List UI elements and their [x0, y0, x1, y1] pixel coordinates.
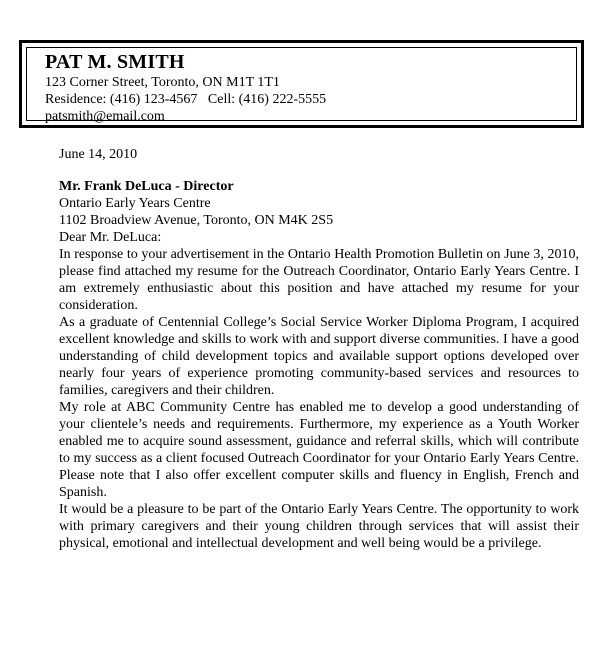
paragraph-1: In response to your advertisement in the Ontario Health Promotion Bulletin on June 3, 2010, please find attached my resume for the Outreach Coordinator, Ontario Early Years Centre. I am extremely enthusiastic about this position and have attached my resume for your consideration.	[59, 247, 579, 313]
recipient-block	[59, 178, 579, 229]
recipient-name: Mr. Frank DeLuca - Director	[59, 179, 234, 194]
sender-name: PAT M. SMITH	[45, 51, 185, 73]
letterhead-box	[19, 40, 584, 128]
sender-address: 123 Corner Street, Toronto, ON M1T 1T1	[45, 75, 280, 90]
paragraph-3: My role at ABC Community Centre has enabled me to develop a good understanding of your clientele’s needs and requirements. Furthermore, my experience as a Youth Worker enabled me to acquire sound assessment, guidance and referral skills, which will contribute to my success as a client focused Outreach Coordinator for your Ontario Early Years Centre. Please note that I also offer excellent computer skills and fluency in English, French and Spanish.	[59, 400, 579, 500]
sender-phones: Residence: (416) 123-4567 Cell: (416) 222-5555	[45, 92, 327, 107]
recipient-address: 1102 Broadview Avenue, Toronto, ON M4K 2S5	[59, 213, 334, 228]
sender-email: patsmith@email.com	[45, 109, 165, 124]
letterhead	[45, 50, 326, 125]
paragraph-2: As a graduate of Centennial College’s Social Service Worker Diploma Program, I acquired excellent knowledge and skills to work with and support diverse communities. I have a good understanding of child development topics and available support options developed over nearly four years of experience promoting community-based services and resources to families, caregivers and their children.	[59, 315, 579, 398]
letter-date: June 14, 2010	[59, 147, 138, 162]
letter-body	[59, 146, 579, 552]
salutation: Dear Mr. DeLuca:	[59, 230, 162, 245]
recipient-organization: Ontario Early Years Centre	[59, 196, 211, 211]
paragraph-4: It would be a pleasure to be part of the Ontario Early Years Centre. The opportunity to work with primary caregivers and their young children through services that will assist their physical, emotional and intellectual development and well being would be a privilege.	[59, 502, 579, 551]
